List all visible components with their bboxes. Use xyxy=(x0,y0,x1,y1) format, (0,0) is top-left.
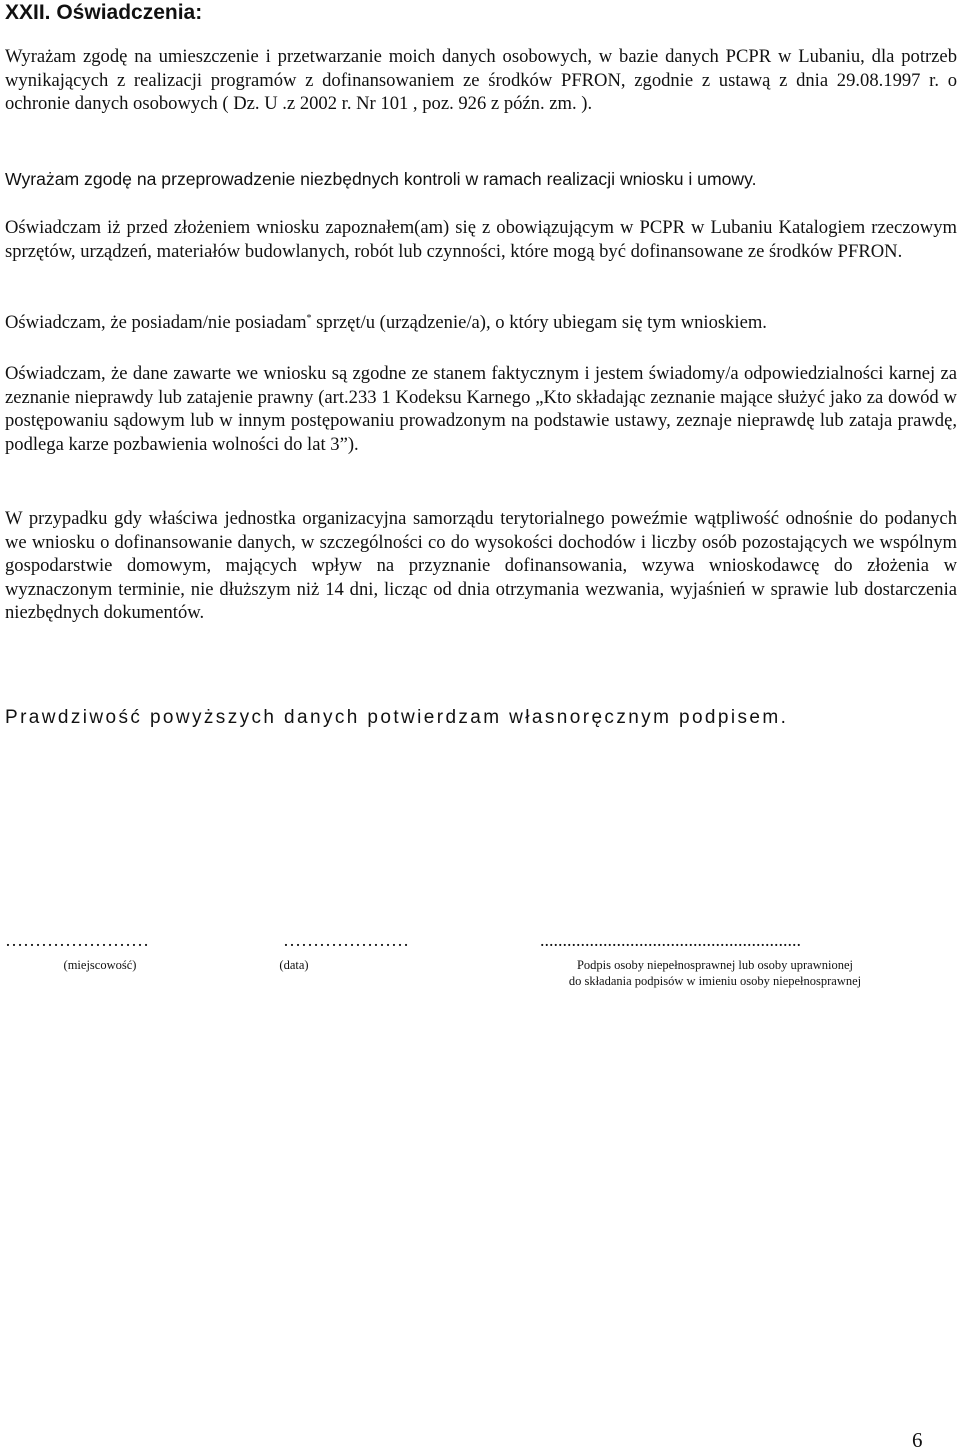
statement-catalogue: Oświadczam iż przed złożeniem wniosku zapoznałem(am) się z obowiązującym w PCPR w Lubaniu Katalogiem rzeczowym sprzętów, urządzeń, materiałów budowlanych, robót lub czynności, które mogą być dofinansowane ze środków PFRON. xyxy=(5,217,957,262)
consent-data-processing: Wyrażam zgodę na umieszczenie i przetwarzanie moich danych osobowych, w bazie danych PCPR w Lubaniu, dla potrzeb wynikających z realizacji programów z dofinansowaniem ze środków PFRON, zgodnie z ustawą z dnia 29.08.1997 r. o ochronie danych osobowych ( Dz. U .z 2002 r. Nr 101 , poz. 926 z późn. zm. ). xyxy=(5,46,957,115)
place-label: (miejscowość) xyxy=(63,958,137,972)
date-dotted-line: ………………… xyxy=(283,930,409,950)
section-heading: XXII. Oświadczenia: xyxy=(5,1,203,24)
statement-equipment xyxy=(5,311,957,335)
statement-equipment-text-end: sprzęt/u (urządzenie/a), o który ubiegam się tym wnioskiem. xyxy=(311,312,767,333)
confirmation-statement: Prawdziwość powyższych danych potwierdzam własnoręcznym podpisem. xyxy=(5,707,789,728)
page-number: 6 xyxy=(912,1428,923,1452)
place-dotted-line: …………………… xyxy=(5,930,149,950)
signature-label xyxy=(540,957,890,989)
date-label: (data) xyxy=(279,958,309,972)
signature-dotted-line: .......................................................... xyxy=(540,930,801,950)
statement-truthfulness: Oświadczam, że dane zawarte we wniosku są zgodne ze stanem faktycznym i jestem świadomy/a odpowiedzialności karnej za zeznanie nieprawdy lub zatajenie prawny (art.233 1 Kodeksu Karnego „Kto składając zeznanie mające służyć jako za dowód w postępowaniu sądowym lub w innym postępowaniu prowadzonym na podstawie ustawy, zeznaje nieprawdę lub zataja prawdę, podlega karze pozbawienia wolności do lat 3”). xyxy=(5,363,957,455)
consent-inspections: Wyrażam zgodę na przeprowadzenie niezbędnych kontroli w ramach realizacji wniosku i umowy. xyxy=(5,169,757,189)
notice-clarification: W przypadku gdy właściwa jednostka organizacyjna samorządu terytorialnego poweźmie wątpliwość odnośnie do podanych we wniosku o dofinansowanie danych, w szczególności co do wysokości dochodów i liczby osób pozostających we wspólnym gospodarstwie domowym, mających wpływ na przyznanie dofinansowania, wzywa wnioskodawcę do złożenia w wyznaczonym terminie, nie dłuższym niż 14 dni, licząc od dnia otrzymania wezwania, wyjaśnień w sprawie lub dostarczenia niezbędnych dokumentów. xyxy=(5,508,957,624)
signature-label-line2: do składania podpisów w imieniu osoby niepełnosprawnej xyxy=(568,974,862,988)
footnote-marker: * xyxy=(306,312,312,324)
statement-equipment-text: Oświadczam, że posiadam/nie posiadam xyxy=(5,312,307,333)
signature-label-line1: Podpis osoby niepełnosprawnej lub osoby uprawnionej xyxy=(576,958,853,972)
